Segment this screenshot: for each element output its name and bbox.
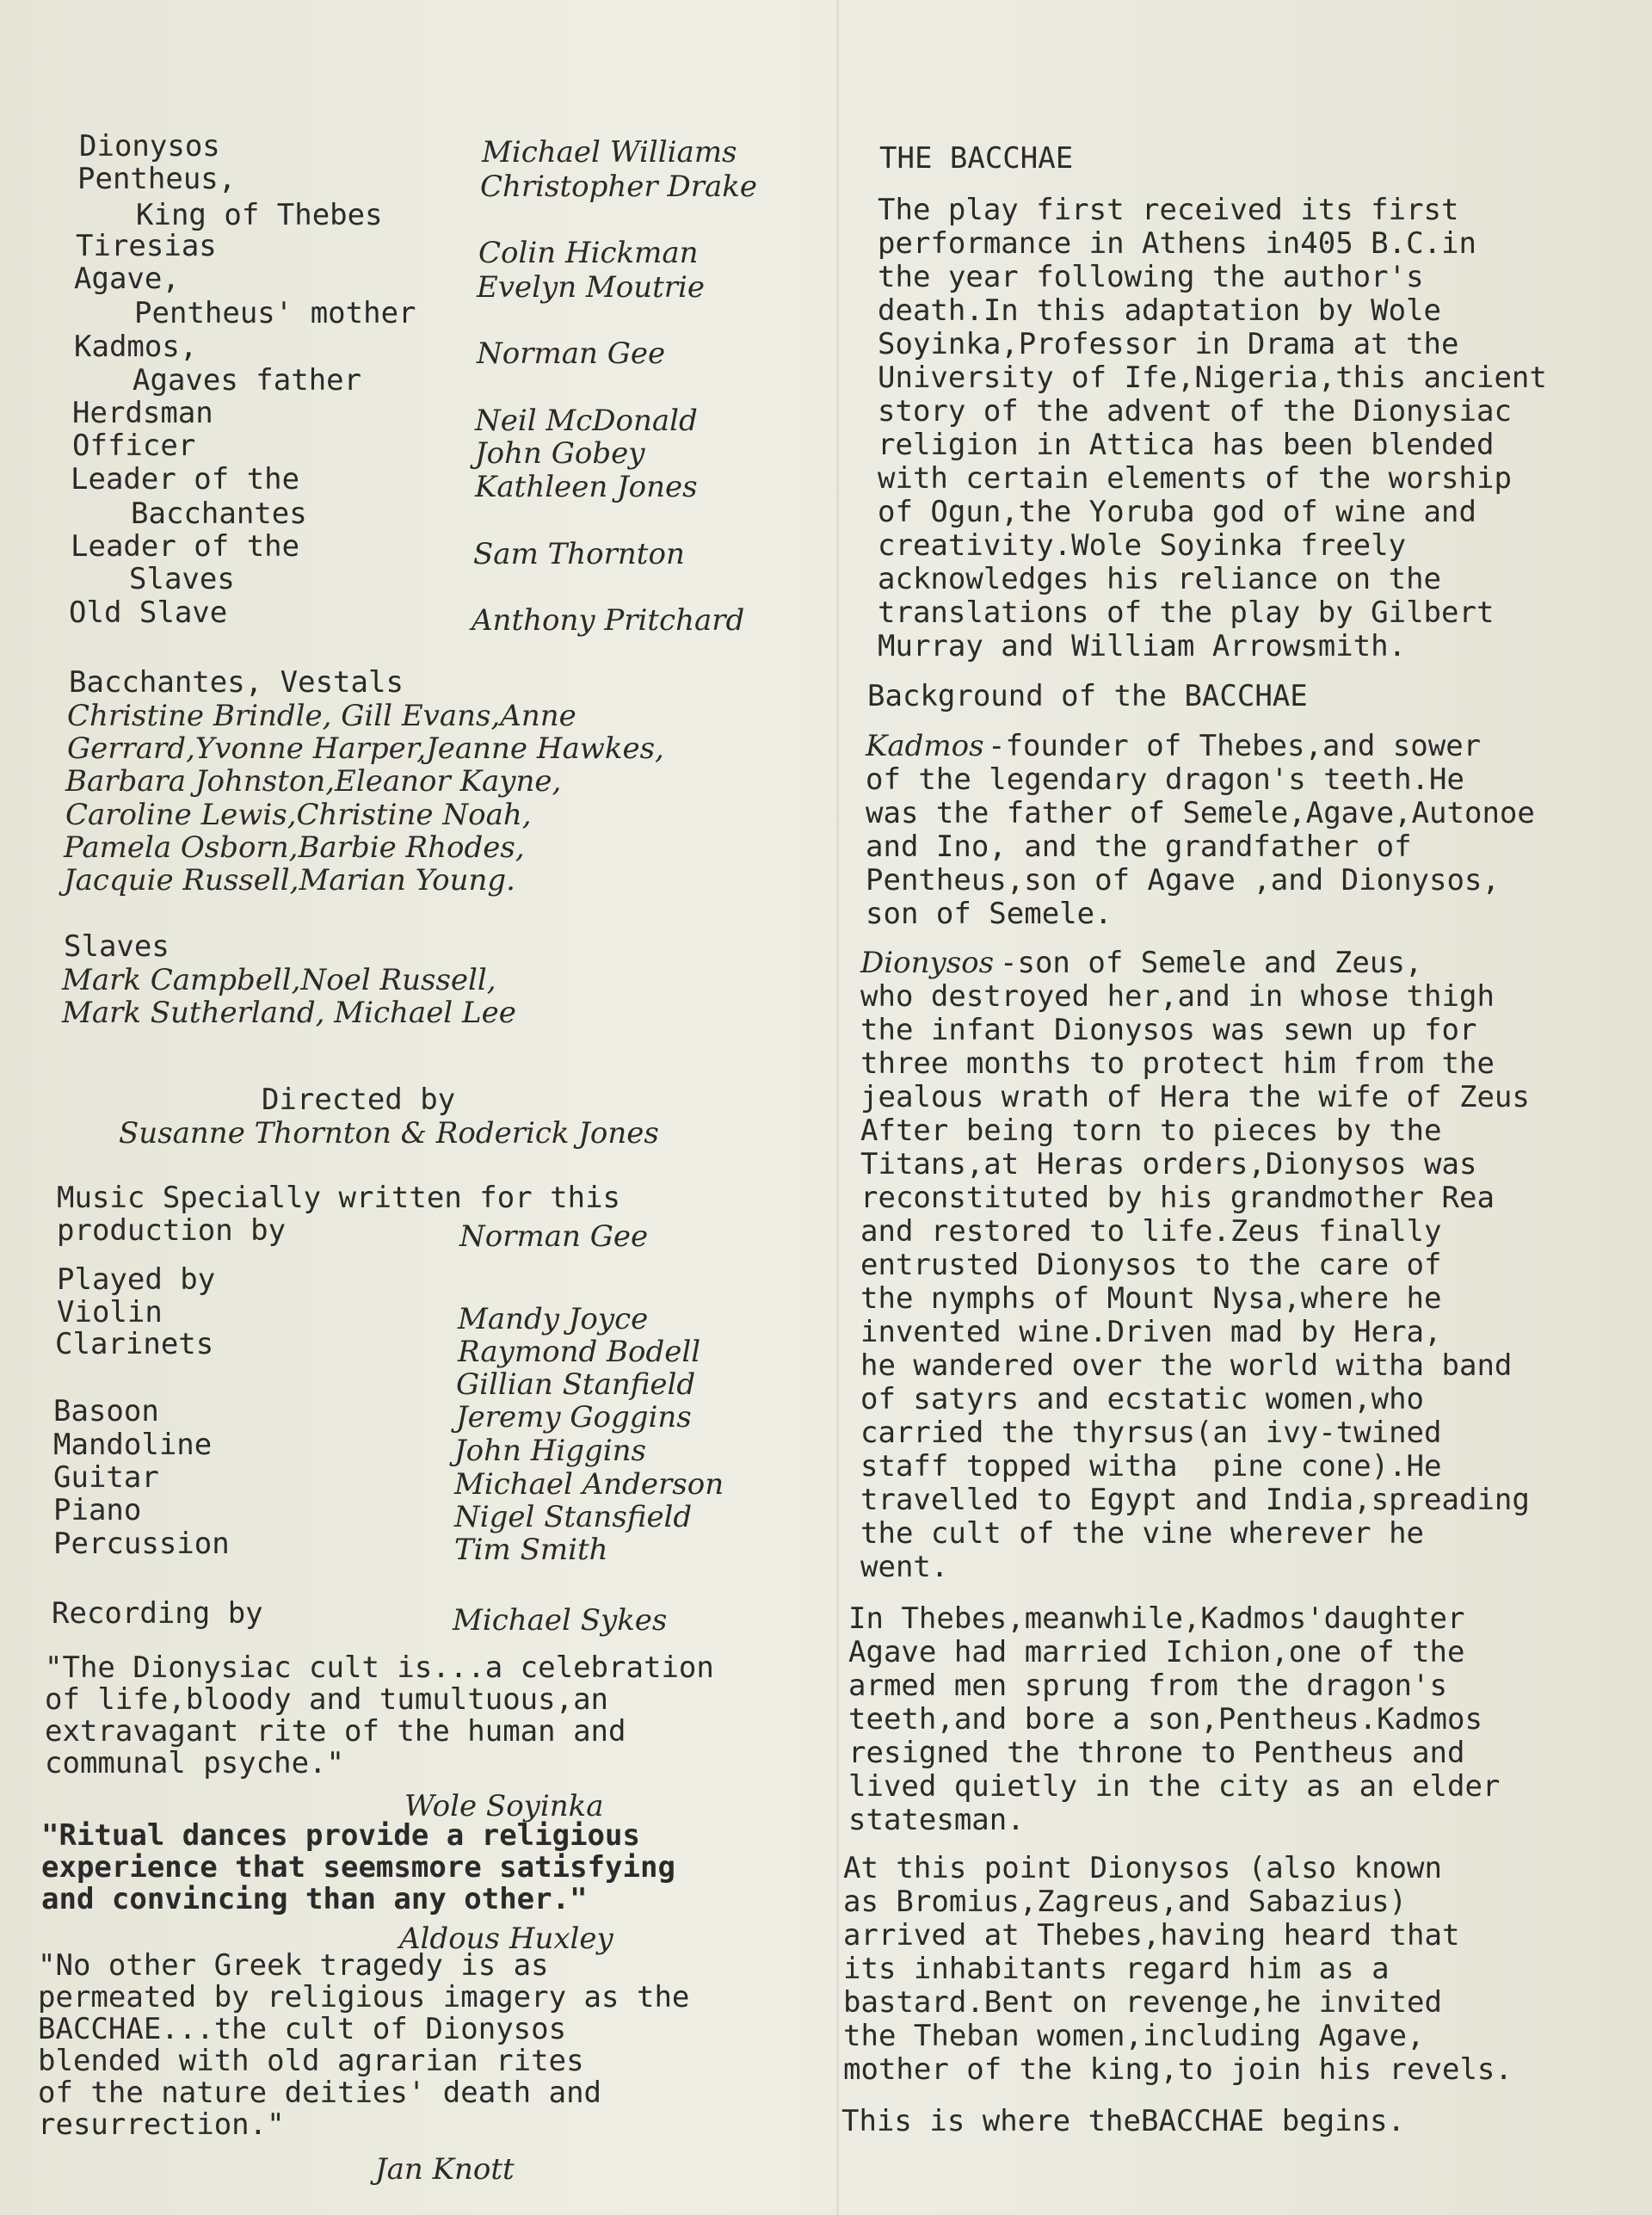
notes-title: THE BACCHAE (879, 141, 1074, 176)
cast-actor: Colin Hickman (478, 236, 699, 270)
cast-role: Old Slave (69, 595, 228, 630)
quote-knott: "No other Greek tragedy is as permeated by religious imagery as the BACCHAE...the cult of Dionysos blended with old agrarian rites of the nature deities' death and resurrection." (38, 1948, 690, 2142)
instrument: Violin (57, 1295, 163, 1330)
instrument: Basoon (53, 1394, 159, 1428)
instrument: Clarinets (55, 1327, 214, 1361)
musician: Raymond Bodell (458, 1335, 701, 1369)
quote-soyinka: "The Dionysiac cult is...a celebration of life,bloody and tumultuous,an extravagant rite of the human and communal psyche." (45, 1650, 714, 1780)
slaves-heading: Slaves (64, 929, 170, 964)
closing-line: This is where theBACCHAE begins. (841, 2104, 1406, 2138)
page-fold (836, 0, 839, 2215)
dionysos-text: -son of Semele and Zeus, who destroyed her,and in whose thigh the infant Dionysos was sewn up for three months to protect him from the jealous wrath of Hera the wife of Zeus After being torn to pieces by the Titans,at Heras orders,Dionysos was reconstituted by his grandmother Rea and restored to life.Zeus finally entrusted Dionysos to the care of the nymphs of Mount Nysa,where he invented wine.Driven mad by Hera, he wandered over the world witha band of satyrs and ecstatic women,who carried the thyrsus(an ivy-twined staff topped witha pine cone).He travelled to Egypt and India,spreading the cult of the vine wherever he went. (860, 946, 1530, 1584)
cast-role: Tiresias (76, 229, 217, 263)
cast-role: Leader of the (71, 462, 300, 497)
quote-huxley: "Ritual dances provide a religious experience that seemsmore satisfying and convincing than any other." (41, 1818, 675, 1916)
cast-role: Agave, (74, 262, 180, 296)
instrument: Mandoline (53, 1428, 213, 1462)
cast-role: Dionysos (79, 129, 220, 164)
instrument: Percussion (53, 1527, 230, 1561)
cast-actor: Neil McDonald (475, 404, 698, 438)
cast-role-detail: King of Thebes (136, 198, 383, 232)
directed-label: Directed by (262, 1083, 456, 1117)
cast-role-detail: Agaves father (133, 363, 362, 398)
cast-role-detail: Pentheus' mother (134, 296, 416, 330)
quote-author: Jan Knott (375, 2152, 515, 2187)
dionysos-arrival-paragraph: At this point Dionysos (also known as Bromius,Zagreus,and Sabazius) arrived at Thebes,having heard that its inhabitants regard him as a bastard.Bent on revenge,he invited the Theban women,including Agave, mother of the king,to join his revels. (843, 1851, 1513, 2087)
bacchantes-line: Pamela Osborn,Barbie Rhodes, (64, 830, 525, 865)
cast-actor: Norman Gee (477, 336, 666, 371)
music-credit: production by (57, 1213, 287, 1248)
bacchantes-heading: Bacchantes, Vestals (69, 665, 404, 700)
musician: Nigel Stansfield (454, 1500, 693, 1534)
musician: Jeremy Goggins (456, 1400, 692, 1435)
thebes-paragraph: In Thebes,meanwhile,Kadmos'daughter Agave had married Ichion,one of the armed men sprung from the dragon's teeth,and bore a son,Pentheus.Kadmos resigned the throne to Pentheus and lived quietly in the city as an elder statesman. (848, 1601, 1501, 1837)
kadmos-label: Kadmos (866, 729, 984, 763)
cast-actor: Kathleen Jones (475, 470, 698, 504)
cast-role: Officer (72, 429, 196, 463)
bacchantes-line: Christine Brindle, Gill Evans,Anne (67, 699, 576, 733)
bacchantes-line: Jacquie Russell,Marian Young. (64, 863, 515, 898)
musician: Gillian Stanfield (456, 1367, 696, 1402)
cast-role: Herdsman (72, 396, 213, 430)
cast-actor: John Gobey (475, 436, 645, 471)
cast-actor: Sam Thornton (473, 537, 685, 571)
cast-actor: Christopher Drake (480, 170, 757, 204)
directors: Susanne Thornton & Roderick Jones (119, 1116, 659, 1151)
cast-role: Kadmos, (74, 330, 198, 364)
cast-actor: Anthony Pritchard (472, 603, 745, 638)
cast-actor: Evelyn Moutrie (477, 270, 706, 305)
cast-actor: Michael Williams (482, 135, 737, 170)
background-heading: Background of the BACCHAE (867, 679, 1308, 713)
slaves-line: Mark Sutherland, Michael Lee (62, 996, 516, 1030)
quote-author: Wole Soyinka (404, 1789, 604, 1823)
music-credit: Music Specially written for this (57, 1181, 621, 1215)
cast-role-detail: Bacchantes (131, 497, 307, 531)
slaves-line: Mark Campbell,Noel Russell, (62, 963, 496, 997)
quote-author: Aldous Huxley (399, 1922, 613, 1956)
kadmos-text: -founder of Thebes,and sower of the legendary dragon's teeth.He was the father of Semele,Agave,Autonoe and Ino, and the grandfather of Pentheus,son of Agave ,and Dionysos, son of Semele. (866, 729, 1535, 931)
instrument: Piano (53, 1493, 142, 1527)
dionysos-label: Dionysos (860, 946, 995, 980)
musician: Tim Smith (454, 1533, 608, 1567)
cast-role: Leader of the (71, 529, 300, 564)
recording-label: Recording by (52, 1596, 263, 1631)
instrument: Guitar (53, 1460, 159, 1495)
bacchantes-line: Barbara Johnston,Eleanor Kayne, (65, 764, 562, 799)
composer: Norman Gee (459, 1219, 649, 1254)
bacchantes-line: Caroline Lewis,Christine Noah, (65, 798, 532, 832)
musician: John Higgins (454, 1434, 646, 1468)
musician: Michael Anderson (454, 1467, 724, 1502)
cast-role-detail: Slaves (129, 562, 235, 596)
cast-role: Pentheus, (77, 162, 237, 196)
bacchantes-line: Gerrard,Yvonne Harper,Jeanne Hawkes, (67, 731, 664, 766)
musician: Mandy Joyce (458, 1302, 649, 1336)
played-by-label: Played by (57, 1262, 216, 1297)
recording-engineer: Michael Sykes (453, 1603, 668, 1638)
intro-paragraph: The play first received its first performance in Athens in405 B.C.in the year following the author's death.In this adaptation by Wole Soyinka,Professor in Drama at the University of Ife,Nigeria,this ancient story of the advent of the Dionysiac religion in Attica has been blended with certain elements of the worship of Ogun,the Yoruba god of wine and creativity.Wole Soyinka freely acknowledges his reliance on the translations of the play by Gilbert Murray and William Arrowsmith. (878, 193, 1547, 663)
